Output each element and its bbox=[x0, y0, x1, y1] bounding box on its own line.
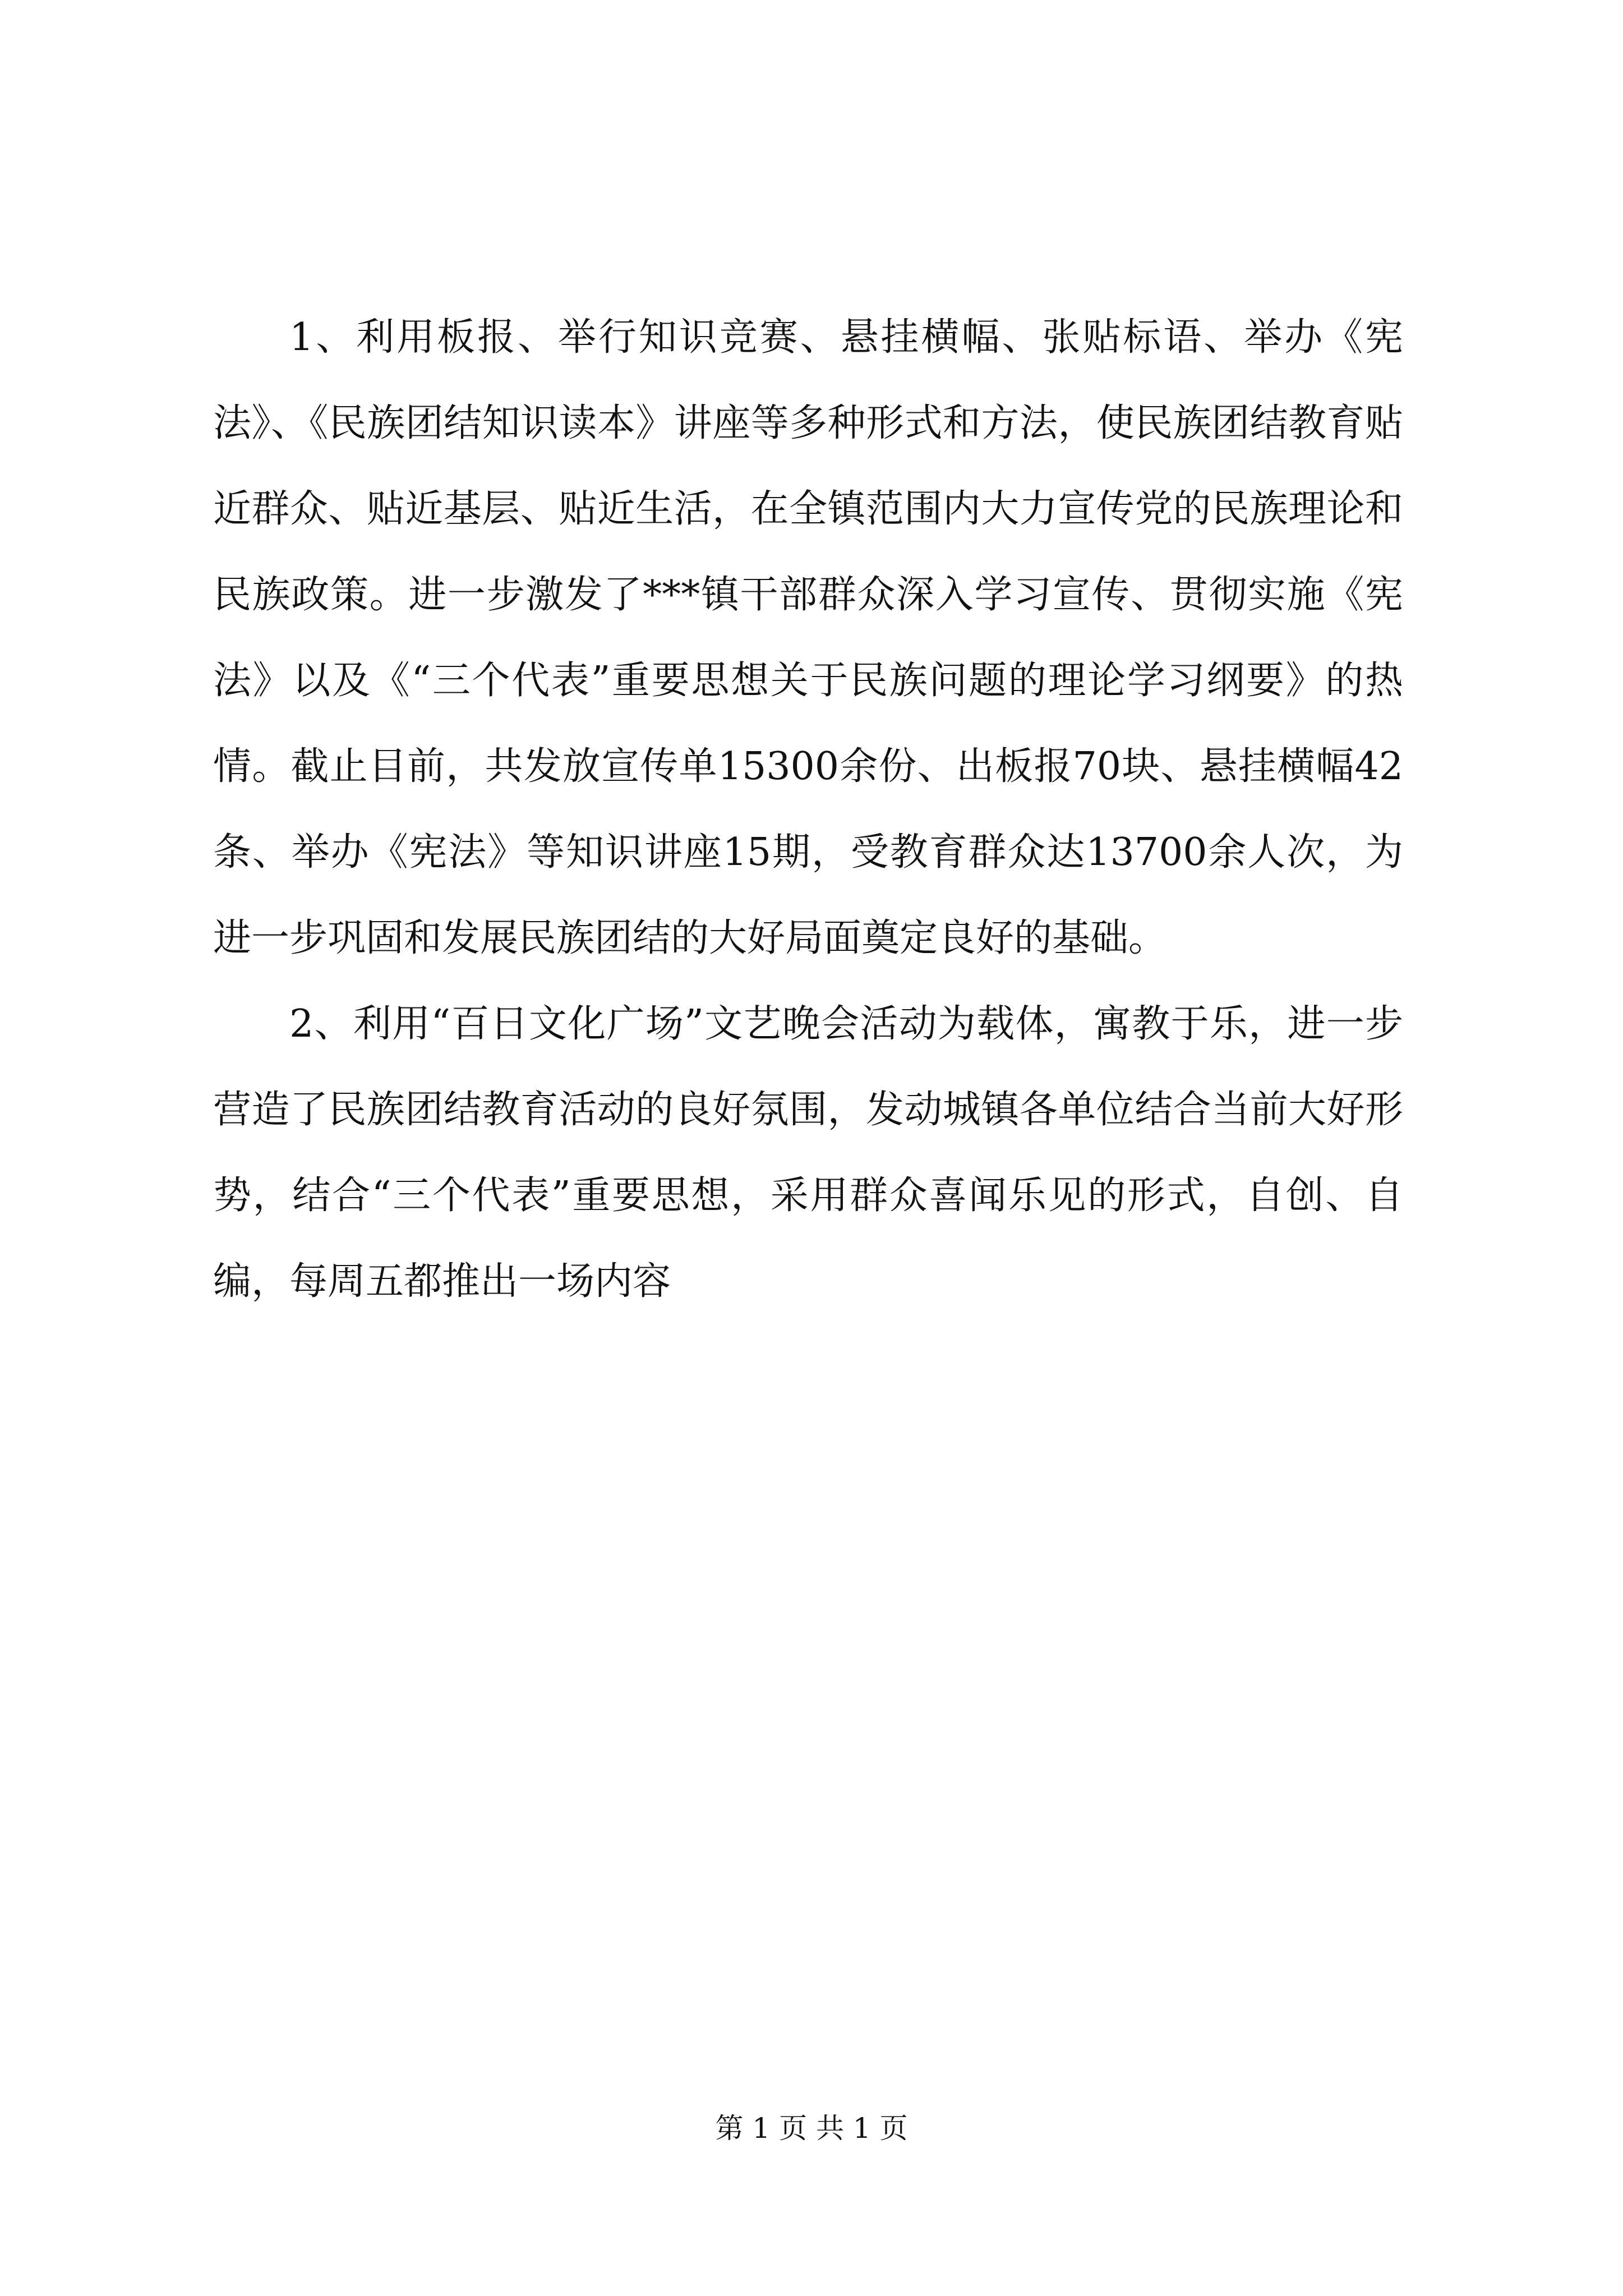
paragraph-1: 1、利用板报、举行知识竞赛、悬挂横幅、张贴标语、举办《宪法》、《民族团结知识读本》讲座等多种形式和方法，使民族团结教育贴近群众、贴近基层、贴近生活，在全镇范围内大力宣传党的民族理论和民族政策。进一步激发了***镇干部群众深入学习宣传、贯彻实施《宪法》以及《“三个代表”重要思想关于民族问题的理论学习纲要》的热情。截止目前，共发放宣传单15300余份、出板报70块、悬挂横幅42条、举办《宪法》等知识讲座15期，受教育群众达13700余人次，为进一步巩固和发展民族团结的大好局面奠定良好的基础。 bbox=[213, 315, 1403, 960]
document-body bbox=[213, 295, 1403, 1324]
paragraph-2: 2、利用“百日文化广场”文艺晚会活动为载体，寓教于乐，进一步营造了民族团结教育活动的良好氛围，发动城镇各单位结合当前大好形势，结合“三个代表”重要思想，采用群众喜闻乐见的形式，自创、自编，每周五都推出一场内容 bbox=[213, 1002, 1403, 1304]
page-number-footer: 第 1 页 共 1 页 bbox=[715, 2112, 908, 2145]
